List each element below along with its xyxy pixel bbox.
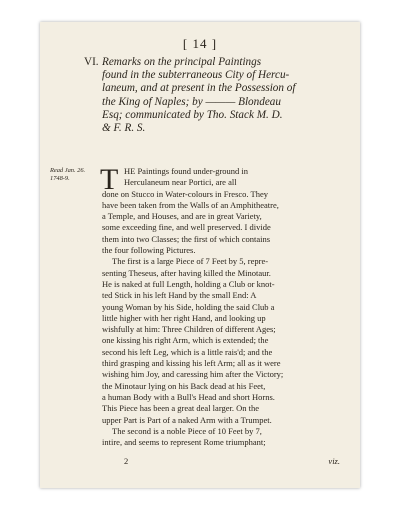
note-line: Read Jan. 26. [50,167,86,174]
reading-date-note [50,167,96,183]
body-line: HE Paintings found under-ground in [124,166,249,176]
body-line: little higher with her right Hand, and looking up [102,312,266,323]
drop-cap: T [100,163,119,196]
heading-line: found in the subterraneous City of Hercu- [102,69,290,82]
body-line: He is naked at full Length, holding a Club or knot- [102,278,275,289]
heading-line: Esq; communicated by Tho. Stack M. D. [102,108,283,121]
heading-line: & F. R. S. [102,122,146,135]
document-page [40,22,360,488]
page-number: [ 14 ] [182,36,218,51]
body-line: wishing him Joy, and caressing him after the Victory; [102,369,284,380]
body-line: The second is a noble Piece of 10 Feet by 7, [112,425,262,436]
body-line: have been taken from the Walls of an Amphitheatre, [102,199,279,210]
body-line: This Piece has been a great deal larger. On the [102,403,260,414]
body-line: wishfully at him: Three Children of different Ages; [102,324,276,335]
body-line: a human Body with a Bull's Head and short Horns. [102,391,275,402]
body-line: intire, and seems to represent Rome triumphant; [102,437,266,448]
signature-mark: 2 [124,456,129,466]
body-line: senting Theseus, after having killed the Minotaur. [102,267,271,278]
body-line: a Temple, and Houses, and are in great Variety, [102,211,262,222]
body-line: them into two Classes; the first of which contains [102,233,271,244]
heading-line: the King of Naples; by ——— Blondeau [102,95,281,108]
body-line: Herculaneum near Portici, are all [124,177,237,188]
body-line: done on Stucco in Water-colours in Fresco. They [102,188,268,199]
heading-line: laneum, and at present in the Possession of [102,82,296,95]
body-line: ted Stick in his left Hand by the small End: A [102,290,257,301]
body-line: upper Part is Part of a naked Arm with a Trumpet. [102,414,272,425]
body-line: one kissing his right Arm, which is extended; the [102,335,269,346]
body-line: third grasping and kissing his left Arm; all as it were [102,358,281,369]
body-line: second his left Leg, which is a little rais'd; and the [102,346,273,357]
body-line: The first is a large Piece of 7 Feet by 5, repre- [112,256,269,267]
article-heading [84,56,336,135]
body-line: young Woman by his Side, holding the said Club a [102,301,275,312]
article-body [100,163,340,448]
body-line: some exceeding fine, and well preserved. I divide [102,222,271,233]
heading-line: Remarks on the principal Paintings [102,56,262,68]
note-line: 1748-9. [50,175,70,182]
body-line: the Minotaur lying on his Back dead at his Feet, [102,380,266,391]
body-line: the four following Pictures. [102,245,196,256]
catchword: viz. [328,456,340,466]
article-number: VI. [84,56,99,68]
